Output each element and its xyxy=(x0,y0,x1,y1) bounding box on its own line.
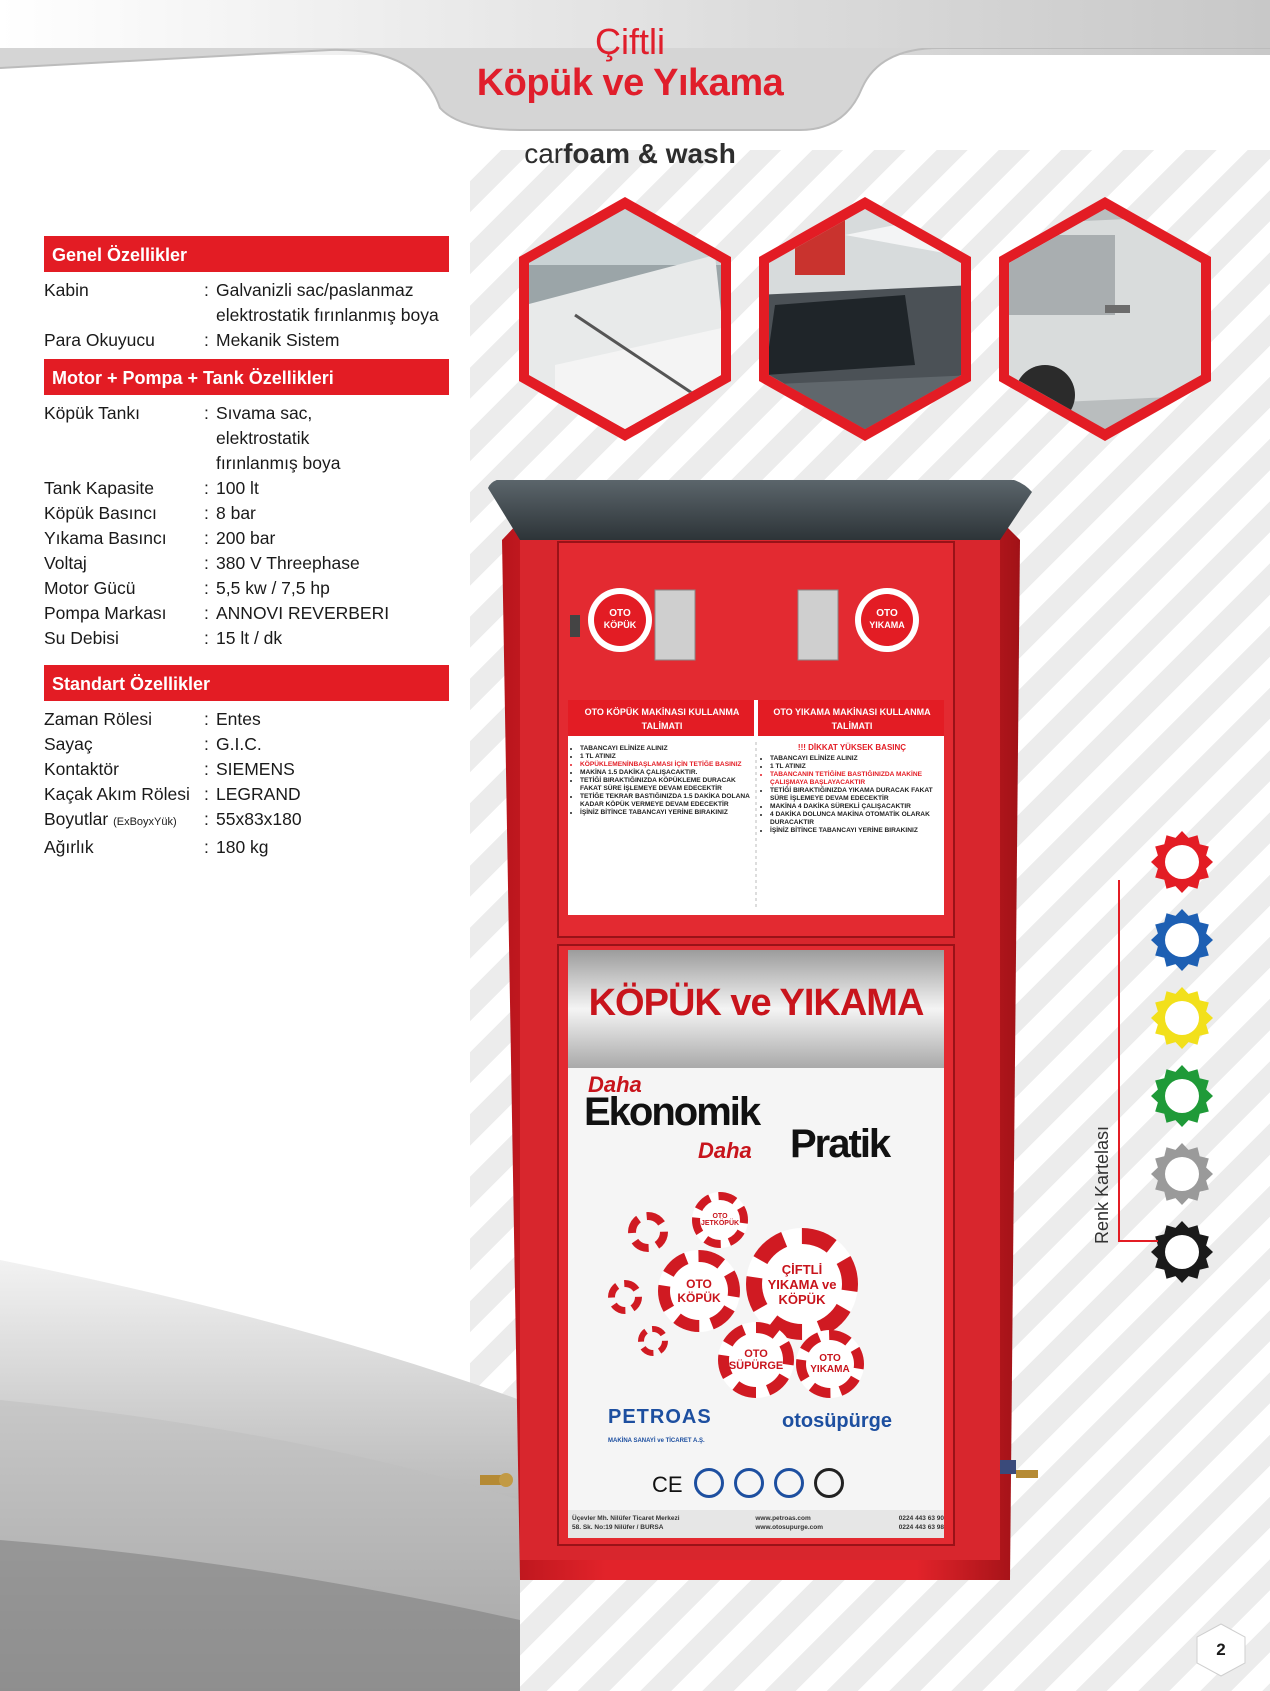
gear-kopuk-label: OTO KÖPÜK xyxy=(677,1277,721,1305)
spec-value-line: fırınlanmış boya xyxy=(216,453,341,473)
spec-value: LEGRAND xyxy=(216,784,301,804)
gear-jet xyxy=(692,1192,748,1248)
slogan-daha-1: Daha xyxy=(588,1072,642,1097)
gear-icon xyxy=(1150,1220,1214,1284)
panel-right-warning: !!! DİKKAT YÜKSEK BASINÇ xyxy=(797,743,907,752)
address-line-2: 58. Sk. No:19 Nilüfer / BURSA xyxy=(572,1524,664,1531)
brand-petroas-sub: MAKİNA SANAYİ ve TİCARET A.Ş. xyxy=(608,1438,705,1444)
spec-sep: : xyxy=(204,837,209,857)
spec-key: Para Okuyucu xyxy=(44,330,155,350)
website-2: www.otosupurge.com xyxy=(755,1524,823,1531)
slogan-pratik: Pratik xyxy=(790,1122,890,1166)
spec-sep: : xyxy=(204,478,209,498)
color-card-line xyxy=(1118,1240,1158,1242)
spec-key: Motor Gücü xyxy=(44,578,136,598)
spec-key: Ağırlık xyxy=(44,837,94,857)
spec-sep: : xyxy=(204,330,209,350)
gear-kopuk xyxy=(658,1250,740,1332)
spec-row xyxy=(44,328,449,353)
spec-key: Voltaj xyxy=(44,553,87,573)
spec-key: Kaçak Akım Rölesi xyxy=(44,784,190,804)
instruction-item: • 1 TL ATINIZ xyxy=(580,753,754,761)
spec-row xyxy=(44,601,449,626)
gear-ciftli-label: ÇİFTLİ YIKAMA ve KÖPÜK xyxy=(767,1261,837,1307)
cert-logo-icon xyxy=(694,1468,724,1498)
spec-sep: : xyxy=(204,628,209,648)
small-gear-icon xyxy=(638,1326,668,1356)
spec-sep: : xyxy=(204,553,209,573)
spec-row xyxy=(44,707,449,732)
badge-oto-kopuk-label: OTO xyxy=(609,608,631,619)
foam-wash-machine xyxy=(480,480,1040,1610)
spec-key: Köpük Basıncı xyxy=(44,503,157,523)
spec-sep: : xyxy=(204,603,209,623)
spec-key-main: Boyutlar xyxy=(44,809,109,829)
spec-value: 8 bar xyxy=(216,503,256,523)
instruction-item: • TETİĞİ BIRAKTIĞINIZDA YIKAMA DURACAK FAKAT SÜRE İŞLEMEYE DEVAM EDECEKTİR xyxy=(770,787,944,803)
phone-2: 0224 443 63 98 xyxy=(898,1524,944,1531)
spec-value: G.I.C. xyxy=(216,734,262,754)
phone-1: 0224 443 63 90 xyxy=(898,1515,944,1522)
spec-column xyxy=(44,236,449,860)
spec-value-line: elektrostatik fırınlanmış boya xyxy=(216,305,439,325)
spec-value xyxy=(216,278,449,328)
spec-key xyxy=(44,807,204,835)
gear-icon xyxy=(1150,908,1214,972)
cert-logo-icon xyxy=(774,1468,804,1498)
instruction-item: • KÖPÜKLEMENİNBAŞLAMASI İÇİN TETİĞE BASINIZ xyxy=(580,761,754,769)
spec-key: Kontaktör xyxy=(44,759,119,779)
section-header-motor: Motor + Pompa + Tank Özellikleri xyxy=(44,359,449,395)
instruction-item: • TETİĞİ BIRAKTIĞINIZDA KÖPÜKLEME DURACAK FAKAT SÜRE İŞLEMEYE DEVAM EDECEKTİR xyxy=(580,777,754,793)
spec-key: Yıkama Basıncı xyxy=(44,528,167,548)
spec-value: 100 lt xyxy=(216,478,259,498)
panel-left-list xyxy=(570,745,754,817)
title-block xyxy=(380,22,880,104)
spec-value-line: Sıvama sac, xyxy=(216,403,313,423)
spec-row xyxy=(44,626,449,651)
spec-key: Zaman Rölesi xyxy=(44,709,152,729)
spec-value: SIEMENS xyxy=(216,759,295,779)
gear-yikama xyxy=(796,1330,864,1398)
subtitle-bold: foam & wash xyxy=(563,138,736,169)
spec-sep: : xyxy=(204,784,209,804)
instruction-item: • TABANCANIN TETİĞİNE BASTIĞINIZDA MAKİNE ÇALIŞMAYA BAŞLAYACAKTIR xyxy=(770,771,944,787)
spec-row xyxy=(44,576,449,601)
panel-right-title: OTO YIKAMA MAKİNASI KULLANMA TALİMATI xyxy=(773,707,931,731)
gear-yikama-label: OTO YIKAMA xyxy=(810,1353,850,1375)
cert-logo-icon xyxy=(734,1468,764,1498)
spec-key: Sayaç xyxy=(44,734,93,754)
gear-jet-label: OTO JETKÖPÜK xyxy=(700,1213,740,1227)
hexagon-photo-row xyxy=(515,195,1215,445)
spec-sep: : xyxy=(204,809,209,829)
color-swatch-blue xyxy=(1150,908,1214,972)
spec-value: 55x83x180 xyxy=(216,809,302,829)
title-line-1: Çiftli xyxy=(595,21,665,62)
spec-sep: : xyxy=(204,403,209,423)
spec-row xyxy=(44,501,449,526)
spec-sep: : xyxy=(204,280,209,300)
spec-sep: : xyxy=(204,578,209,598)
brand-petroas-name: PETROAS xyxy=(608,1406,712,1428)
color-card-label xyxy=(1092,1044,1118,1244)
badge-oto-yikama-label-2: YIKAMA xyxy=(869,620,905,630)
spec-key: Su Debisi xyxy=(44,628,119,648)
gear-icon xyxy=(1150,986,1214,1050)
spec-key: Köpük Tankı xyxy=(44,403,140,423)
panel-right-list xyxy=(760,755,944,835)
color-card-label-text: Renk Kartelası xyxy=(1092,1125,1112,1244)
gear-supurge xyxy=(718,1322,794,1398)
instruction-item: • İŞİNİZ BİTİNCE TABANCAYI YERİNE BIRAKINIZ xyxy=(770,827,944,835)
color-swatch-black xyxy=(1150,1220,1214,1284)
small-gear-icon xyxy=(628,1212,668,1252)
page-number: 2 xyxy=(1216,1640,1226,1659)
spec-row xyxy=(44,757,449,782)
spec-value: 15 lt / dk xyxy=(216,628,283,648)
spec-row xyxy=(44,551,449,576)
instruction-item: • İŞİNİZ BİTİNCE TABANCAYI YERİNE BIRAKINIZ xyxy=(580,809,754,817)
spec-row xyxy=(44,526,449,551)
spec-value: 5,5 kw / 7,5 hp xyxy=(216,578,330,598)
spec-key: Pompa Markası xyxy=(44,603,167,623)
slogan-daha-2: Daha xyxy=(698,1138,752,1163)
spec-sep: : xyxy=(204,759,209,779)
instruction-item: • 4 DAKİKA DOLUNCA MAKİNA OTOMATİK OLARAK DURACAKTIR xyxy=(770,811,944,827)
gear-supurge-label: OTO SÜPÜRGE xyxy=(728,1348,784,1372)
spec-value-line: Galvanizli sac/paslanmaz xyxy=(216,280,414,300)
color-swatch-green xyxy=(1150,1064,1214,1128)
section-header-standart: Standart Özellikler xyxy=(44,665,449,701)
spec-row xyxy=(44,476,449,501)
spec-sep: : xyxy=(204,734,209,754)
spec-key: Tank Kapasite xyxy=(44,478,154,498)
slogan-ekonomik: Ekonomik xyxy=(584,1090,760,1134)
spec-value: Mekanik Sistem xyxy=(216,330,340,350)
spec-row xyxy=(44,835,449,860)
photo-pressure-wash xyxy=(755,195,975,443)
spec-sep: : xyxy=(204,503,209,523)
spec-key-small: (ExBoyxYük) xyxy=(113,816,177,828)
gear-icon xyxy=(1150,830,1214,894)
small-gear-icon xyxy=(608,1280,642,1314)
panel-left-title: OTO KÖPÜK MAKİNASI KULLANMA TALİMATI xyxy=(584,707,740,731)
brand-otosupurge: otosüpürge xyxy=(782,1410,892,1432)
cert-ce: CE xyxy=(652,1472,683,1497)
spec-row xyxy=(44,732,449,757)
title-line-2: Köpük ve Yıkama xyxy=(476,62,784,104)
color-card xyxy=(1150,830,1222,1280)
spec-value: Entes xyxy=(216,709,261,729)
badge-oto-yikama-label: OTO xyxy=(876,608,898,619)
spec-value xyxy=(216,401,449,476)
spec-row xyxy=(44,278,449,328)
spec-row xyxy=(44,807,449,835)
spec-value-line: elektrostatik xyxy=(216,428,310,448)
spec-row xyxy=(44,401,449,476)
gear-icon xyxy=(1150,1064,1214,1128)
color-swatch-red xyxy=(1150,830,1214,894)
subtitle-light: car xyxy=(524,138,564,169)
spec-value: ANNOVI REVERBERI xyxy=(216,603,390,623)
photo-foam-windshield xyxy=(515,195,735,443)
badge-oto-kopuk-label-2: KÖPÜK xyxy=(603,620,637,630)
cert-logo-icon xyxy=(814,1468,844,1498)
website-1: www.petroas.com xyxy=(755,1515,811,1522)
brand-petroas xyxy=(608,1406,712,1447)
instruction-item: • 1 TL ATINIZ xyxy=(770,763,944,771)
instruction-item: • TABANCAYI ELİNİZE ALINIZ xyxy=(580,745,754,753)
spec-key: Kabin xyxy=(44,280,89,300)
spec-sep: : xyxy=(204,528,209,548)
spec-sep: : xyxy=(204,709,209,729)
gear-icon xyxy=(1150,1142,1214,1206)
subtitle xyxy=(380,138,880,170)
color-swatch-yellow xyxy=(1150,986,1214,1050)
spec-value: 180 kg xyxy=(216,837,269,857)
instruction-item: • MAKİNA 1.5 DAKİKA ÇALIŞACAKTIR. xyxy=(580,769,754,777)
section-header-genel: Genel Özellikler xyxy=(44,236,449,272)
spec-row xyxy=(44,782,449,807)
instruction-item: • TETİĞE TEKRAR BASTIĞINIZDA 1.5 DAKİKA DOLANA KADAR KÖPÜK VERMEYE DEVAM EDECEKTİR xyxy=(580,793,754,809)
photo-foamed-van xyxy=(995,195,1215,443)
address-line-1: Üçevler Mh. Nilüfer Ticaret Merkezi xyxy=(572,1515,680,1522)
instruction-item: • MAKİNA 4 DAKİKA SÜREKLİ ÇALIŞACAKTIR xyxy=(770,803,944,811)
color-card-line xyxy=(1118,880,1120,1242)
spec-value: 200 bar xyxy=(216,528,276,548)
grey-swoosh xyxy=(0,1200,520,1691)
instruction-item: • TABANCAYI ELİNİZE ALINIZ xyxy=(770,755,944,763)
spec-value: 380 V Threephase xyxy=(216,553,360,573)
banner-title: KÖPÜK ve YIKAMA xyxy=(588,982,924,1024)
color-swatch-grey xyxy=(1150,1142,1214,1206)
